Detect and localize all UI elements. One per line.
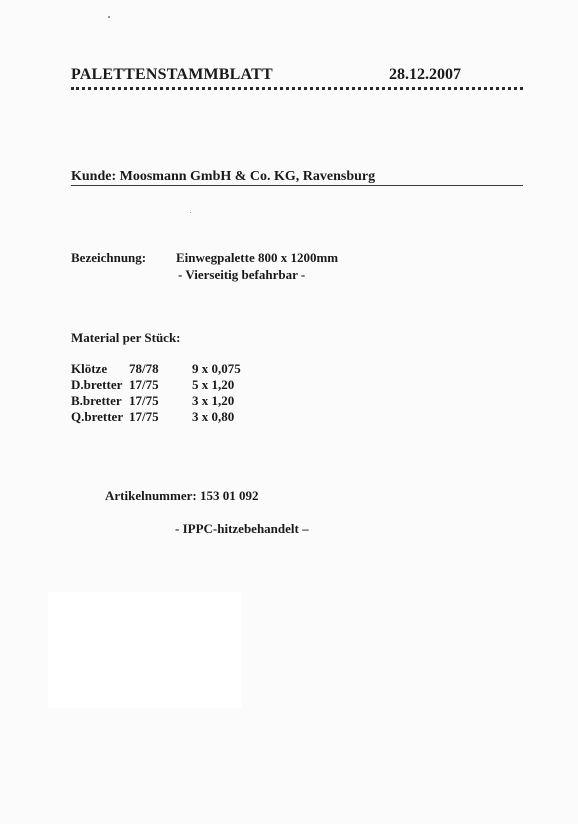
article-number: Artikelnummer: 153 01 092 (105, 488, 259, 503)
material-name: Klötze (71, 361, 108, 376)
document-title: PALETTENSTAMMBLATT (71, 66, 273, 83)
title-dotted-divider (71, 87, 523, 90)
material-dimension: 78/78 (129, 361, 159, 376)
material-heading: Material per Stück: (71, 330, 181, 345)
material-quantity: 5 x 1,20 (192, 377, 235, 392)
material-quantity: 3 x 1,20 (192, 393, 235, 408)
document-date: 28.12.2007 (389, 66, 461, 83)
customer-underline (71, 185, 523, 186)
blank-patch (48, 592, 242, 708)
material-name: D.bretter (71, 377, 123, 392)
scan-speck (190, 212, 191, 213)
designation-subtitle: - Vierseitig befahrbar - (178, 267, 306, 282)
material-name: B.bretter (71, 393, 122, 408)
material-dimension: 17/75 (129, 409, 159, 424)
material-dimension: 17/75 (129, 393, 159, 408)
material-quantity: 9 x 0,075 (192, 361, 241, 376)
customer-line: Kunde: Moosmann GmbH & Co. KG, Ravensburg (71, 169, 376, 184)
treatment-note: - IPPC-hitzebehandelt – (175, 521, 309, 536)
material-name: Q.bretter (71, 409, 124, 424)
material-dimension: 17/75 (129, 377, 159, 392)
designation-label: Bezeichnung: (71, 250, 147, 265)
designation-value: Einwegpalette 800 x 1200mm (176, 250, 339, 265)
scan-speck (108, 16, 110, 18)
material-quantity: 3 x 0,80 (192, 409, 235, 424)
